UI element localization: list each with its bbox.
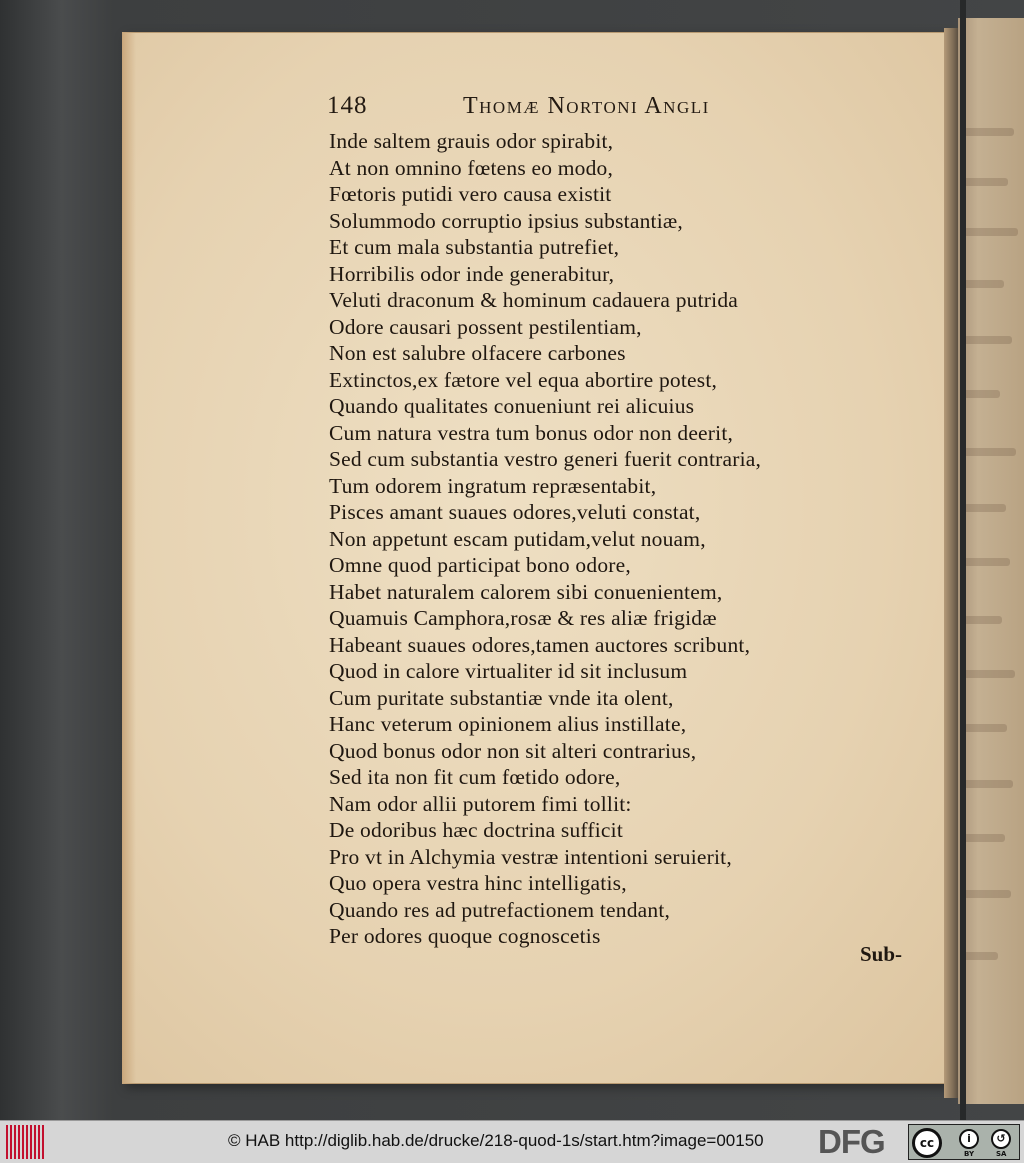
facing-page-text-trace [960, 448, 1016, 456]
page-header [327, 92, 927, 126]
viewer-footer [0, 1120, 1024, 1163]
verse-line: Sed cum substantia vestro generi fuerit contraria, [329, 447, 762, 471]
facing-page-text-trace [960, 724, 1007, 732]
license-sa-label: SA [996, 1150, 1007, 1158]
verse-line: Quo opera vestra hinc intelligatis, [329, 871, 627, 895]
verse-line: Quamuis Camphora,rosæ & res aliæ frigidæ [329, 606, 717, 630]
catchword: Sub- [860, 942, 903, 966]
verse-line: Cum natura vestra tum bonus odor non deerit, [329, 420, 734, 445]
verse-line: Sed ita non fit cum fœtido odore, [329, 765, 621, 789]
running-title: Thomæ Nortoni Angli [463, 93, 710, 119]
verse-line: Pisces amant suaues odores,veluti constat, [329, 500, 701, 524]
verse-line: Odore causari possent pestilentiam, [329, 314, 642, 339]
verse-text-block [329, 128, 929, 950]
source-credit-link[interactable]: © HAB http://diglib.hab.de/drucke/218-quod-1s/start.htm?image=00150 [228, 1131, 764, 1150]
facing-page-text-trace [960, 280, 1004, 288]
share-alike-icon: ↺ [991, 1129, 1011, 1149]
verse-line: Fœtoris putidi vero causa existit [329, 182, 612, 206]
facing-page-text-trace [960, 128, 1014, 136]
facing-page-text-trace [960, 834, 1005, 842]
verse-line: Habeant suaues odores,tamen auctores scribunt, [329, 632, 751, 657]
verse-line: Quando qualitates conueniunt rei alicuius [329, 394, 695, 418]
verse-line: Extinctos,ex fætore vel equa abortire potest, [329, 367, 718, 392]
cc-license-badge[interactable] [908, 1124, 1020, 1160]
cc-icon: cc [912, 1128, 942, 1158]
facing-page-text-trace [960, 228, 1018, 236]
facing-page-text-trace [960, 780, 1013, 788]
facing-page-text-trace [960, 336, 1012, 344]
verse-line: Cum puritate substantiæ vnde ita olent, [329, 685, 674, 710]
verse-line: Pro vt in Alchymia vestræ intentioni seruierit, [329, 844, 732, 869]
verse-line: Non est salubre olfacere carbones [329, 341, 626, 365]
verse-line: Nam odor allii putorem fimi tollit: [329, 791, 632, 816]
facing-page-text-trace [960, 558, 1010, 566]
facing-page-text-trace [960, 178, 1008, 186]
verse-line: Quod bonus odor non sit alteri contrarius, [329, 738, 697, 763]
scanner-edge [960, 0, 966, 1120]
verse-line: Quando res ad putrefactionem tendant, [329, 897, 671, 922]
attribution-icon: i [959, 1129, 979, 1149]
verse-line: Quod in calore virtualiter id sit inclusum [329, 659, 688, 683]
facing-page-edge [958, 18, 1024, 1104]
facing-page-text-trace [960, 670, 1015, 678]
verse-line: Omne quod participat bono odore, [329, 553, 631, 577]
dfg-logo[interactable]: DFG [818, 1123, 885, 1160]
verse-line: De odoribus hæc doctrina sufficit [329, 818, 624, 842]
facing-page-text-trace [960, 890, 1011, 898]
facing-page-text-trace [960, 616, 1002, 624]
facing-page-text-trace [960, 390, 1000, 398]
hab-logo-icon[interactable] [6, 1125, 46, 1159]
verse-line: Per odores quoque cognoscetis [329, 924, 601, 948]
verse-line: Hanc veterum opinionem alius instillate, [329, 712, 687, 736]
license-by-label: BY [964, 1150, 975, 1158]
facing-page-text-trace [960, 504, 1006, 512]
verse-line: At non omnino fœtens eo modo, [329, 155, 614, 180]
verse-line: Horribilis odor inde generabitur, [329, 261, 615, 286]
verse-line: Habet naturalem calorem sibi conuenientem, [329, 579, 723, 604]
verse-line: Tum odorem ingratum repræsentabit, [329, 473, 657, 498]
verse-line: Non appetunt escam putidam,velut nouam, [329, 526, 706, 551]
verse-line: Veluti draconum & hominum cadauera putrida [329, 288, 739, 312]
verse-line: Et cum mala substantia putrefiet, [329, 235, 620, 259]
verse-line: Solummodo corruptio ipsius substantiæ, [329, 208, 684, 233]
verse-line: Inde saltem grauis odor spirabit, [329, 129, 614, 153]
page-number: 148 [327, 92, 368, 119]
